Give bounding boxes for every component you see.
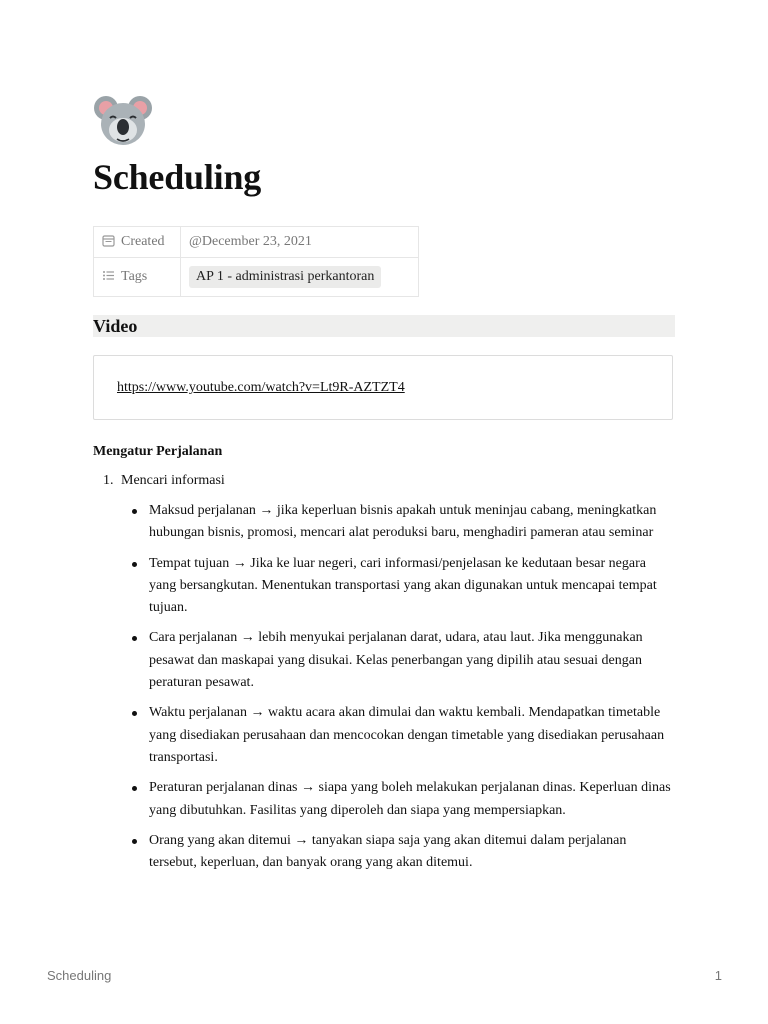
koala-icon (93, 92, 153, 150)
video-link[interactable]: https://www.youtube.com/watch?v=Lt9R-AZTZT4 (117, 380, 405, 395)
bullet-icon (132, 562, 137, 567)
bullet-icon (132, 711, 137, 716)
list-item (93, 471, 675, 874)
bullet-icon (132, 509, 137, 514)
bullet-item (121, 500, 675, 545)
property-label: Created (121, 234, 165, 249)
property-created (94, 227, 419, 258)
bullet-item (121, 702, 675, 769)
tag-chip[interactable]: AP 1 - administrasi perkantoran (189, 266, 381, 288)
bullet-text: Cara perjalanan → lebih menyukai perjalanan darat, udara, atau laut. Jika menggunakan pesawat dan maskapai yang disukai. Kelas penerbangan yang dipilih atau sesuai dengan peraturan pesawat. (149, 630, 643, 691)
property-tags (94, 258, 419, 297)
bullet-item (121, 777, 675, 822)
bullet-text: Peraturan perjalanan dinas → siapa yang boleh melakukan perjalanan dinas. Keperluan dinas yang dibutuhkan. Fasilitas yang diperoleh dan siapa yang mempersiapkan. (149, 780, 671, 818)
property-label: Tags (121, 269, 148, 284)
bullet-list (121, 500, 675, 874)
section-heading-video: Video (93, 315, 675, 337)
video-embed-block (93, 355, 673, 420)
bullet-text: Waktu perjalanan → waktu acara akan dimulai dan waktu kembali. Mendapatkan timetable yang disediakan perusahaan dan mencocokan dengan timetable yang disediakan perusahaan transportasi. (149, 705, 665, 765)
subheading: Mengatur Perjalanan (93, 444, 223, 459)
bullet-icon (132, 786, 137, 791)
bullet-text: Tempat tujuan → Jika ke luar negeri, cari informasi/penjelasan ke kedutaan besar negara yang bersangkutan. Menentukan transportasi yang akan digunakan untuk mencapai tempat tujuan. (149, 555, 657, 616)
bullet-text: Maksud perjalanan → jika keperluan bisnis apakah untuk meninjau cabang, meningkatkan hubungan bisnis, promosi, mencari alat peroduksi baru, menghadiri pameran atau seminar (149, 503, 657, 541)
bullet-text: Orang yang akan ditemui → tanyakan siapa saja yang akan ditemui dalam perjalanan tersebut, keperluan, dan banyak orang yang akan ditemui. (149, 832, 627, 871)
calendar-icon (102, 234, 115, 247)
properties-table (93, 226, 419, 297)
bullet-item (121, 627, 675, 694)
list-number: 1. (103, 473, 114, 488)
footer-title: Scheduling (47, 968, 112, 983)
property-value-tags (181, 258, 419, 297)
property-key-tags (94, 258, 181, 297)
property-value-created[interactable]: @December 23, 2021 (181, 227, 419, 258)
bullet-icon (132, 636, 137, 641)
bullet-icon (132, 839, 137, 844)
bullet-item (121, 553, 675, 620)
page-title: Scheduling (93, 157, 262, 197)
bullet-item (121, 830, 675, 875)
footer-page-number: 1 (714, 968, 722, 983)
list-icon (102, 269, 115, 282)
list-item-label: Mencari informasi (121, 473, 225, 488)
property-key-created (94, 227, 181, 258)
numbered-list (93, 471, 675, 882)
